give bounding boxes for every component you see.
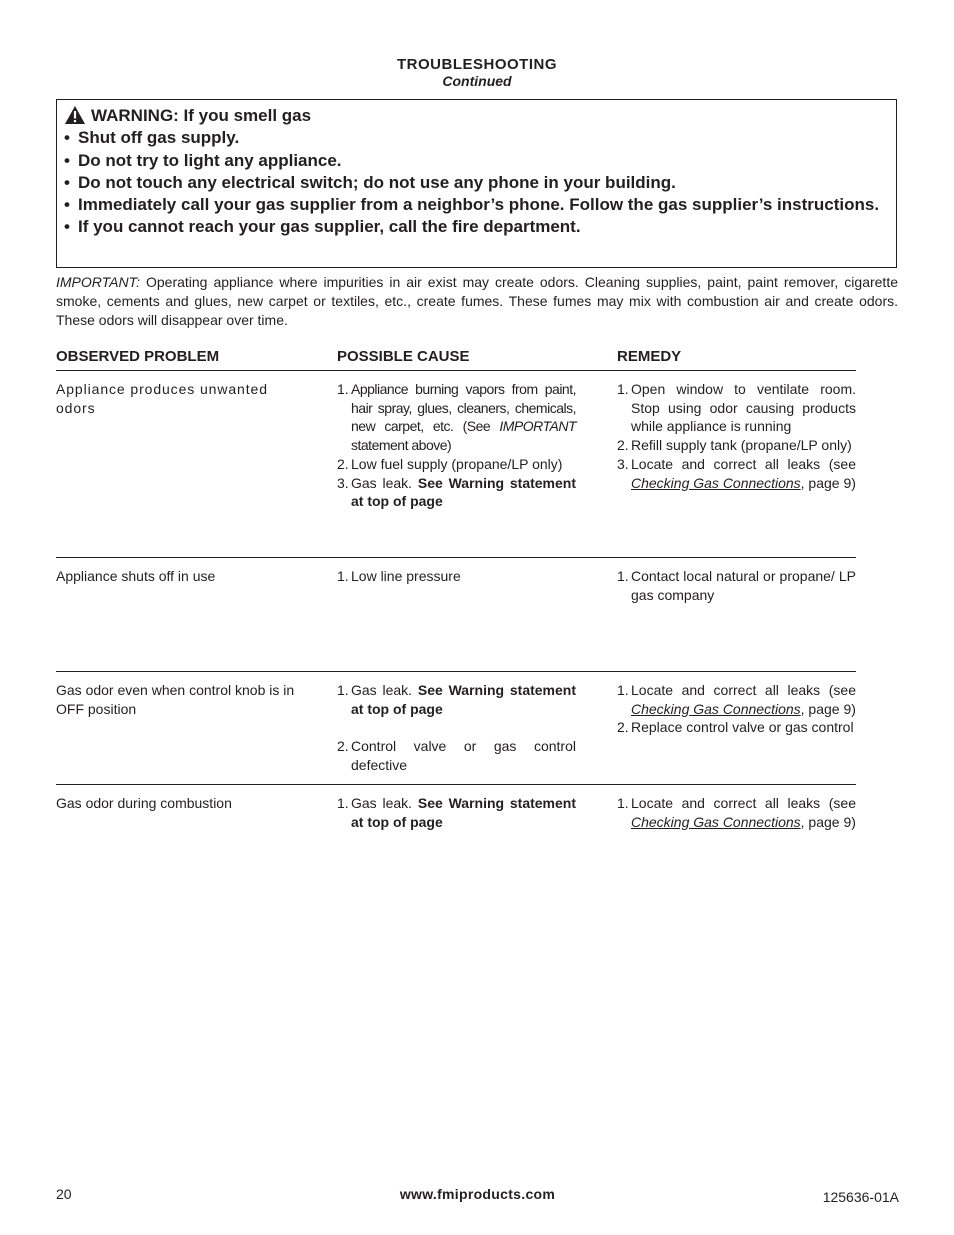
table-header-row — [56, 347, 856, 371]
cause-item: 1. Gas leak. See Warning statement at top of page — [337, 795, 577, 830]
cause-item: 3. Gas leak. See Warning statement at top of page — [337, 474, 577, 510]
warning-item: • Do not try to light any appliance. — [64, 150, 890, 172]
table-row — [56, 371, 856, 558]
remedy-item: 2. Refill supply tank (propane/LP only) — [617, 437, 852, 454]
observed-problem: Gas odor during combustion — [56, 795, 232, 811]
cause-item: 1. Low line pressure — [337, 568, 461, 584]
remedies — [617, 681, 856, 737]
troubleshooting-table — [56, 347, 856, 865]
important-note — [56, 273, 898, 330]
page-number: 20 — [56, 1186, 72, 1202]
table-row — [56, 558, 856, 672]
remedies — [617, 567, 856, 604]
remedy-item: 2. Replace control valve or gas control — [617, 719, 854, 736]
column-header-problem: OBSERVED PROBLEM — [56, 348, 220, 365]
remedy-item: 1. Locate and correct all leaks (see Checking Gas Connections, page 9) — [617, 682, 856, 717]
important-text: Operating appliance where impurities in air exist may create odors. Cleaning supplies, paint, paint remover, cigarette smoke, cements and glues, new carpet or textiles, etc., create fumes. These fumes may mix with combustion air and create odors. These odors will disappear over time. — [56, 274, 898, 328]
column-header-remedy: REMEDY — [617, 348, 682, 365]
checking-gas-connections-link[interactable]: Checking Gas Connections — [631, 813, 801, 830]
cause-item: 1. Appliance burning vapors from paint, hair spray, glues, cleaners, chemicals, new carpet, etc. (See IMPORTANT statement above) — [337, 381, 576, 454]
warning-item: • If you cannot reach your gas supplier, call the fire department. — [64, 216, 890, 238]
observed-problem: Appliance shuts off in use — [56, 568, 216, 584]
observed-problem: Gas odor even when control knob is in OFF position — [56, 682, 295, 717]
warning-item: • Do not touch any electrical switch; do not use any phone in your building. — [64, 172, 890, 194]
cause-item: 2. Control valve or gas control defective — [337, 738, 576, 773]
remedies — [617, 380, 856, 492]
warning-item: • Immediately call your gas supplier from a neighbor’s phone. Follow the gas supplier’s instructions. — [64, 194, 890, 216]
page-header — [0, 56, 954, 90]
page-subtitle: Continued — [442, 73, 512, 89]
column-header-cause: POSSIBLE CAUSE — [337, 348, 470, 365]
page-footer — [56, 1186, 899, 1206]
observed-problem: Appliance produces unwanted odors — [56, 381, 268, 416]
table-row — [56, 785, 856, 865]
cause-item: 2. Low fuel supply (propane/LP only) — [337, 455, 563, 472]
remedy-item: 1. Contact local natural or propane/ LP gas company — [617, 568, 856, 603]
warning-title — [64, 105, 890, 127]
remedy-item: 1. Locate and correct all leaks (see Checking Gas Connections, page 9) — [617, 795, 856, 830]
warning-triangle-icon — [64, 105, 86, 125]
possible-causes — [337, 380, 576, 511]
possible-causes — [337, 794, 576, 831]
warning-list — [64, 127, 890, 238]
checking-gas-connections-link[interactable]: Checking Gas Connections — [631, 474, 801, 491]
gas-warning-box — [56, 99, 897, 268]
remedy-item: 1. Open window to ventilate room. Stop using odor causing products while appliance is running — [617, 381, 856, 435]
remedy-item: 3. Locate and correct all leaks (see Checking Gas Connections, page 9) — [617, 455, 856, 491]
website-link[interactable]: www.fmiproducts.com — [399, 1186, 556, 1202]
cause-item: 1. Gas leak. See Warning statement at top of page — [337, 682, 577, 717]
warning-item: • Shut off gas supply. — [64, 127, 890, 149]
important-lead: IMPORTANT: — [56, 274, 140, 290]
warning-title-text: WARNING: If you smell gas — [91, 106, 312, 125]
possible-causes — [337, 681, 576, 775]
page-title: TROUBLESHOOTING — [397, 56, 557, 73]
document-number: 125636-01A — [822, 1189, 899, 1205]
table-row — [56, 672, 856, 785]
possible-causes — [337, 567, 576, 586]
checking-gas-connections-link[interactable]: Checking Gas Connections — [631, 700, 801, 717]
remedies — [617, 794, 856, 831]
